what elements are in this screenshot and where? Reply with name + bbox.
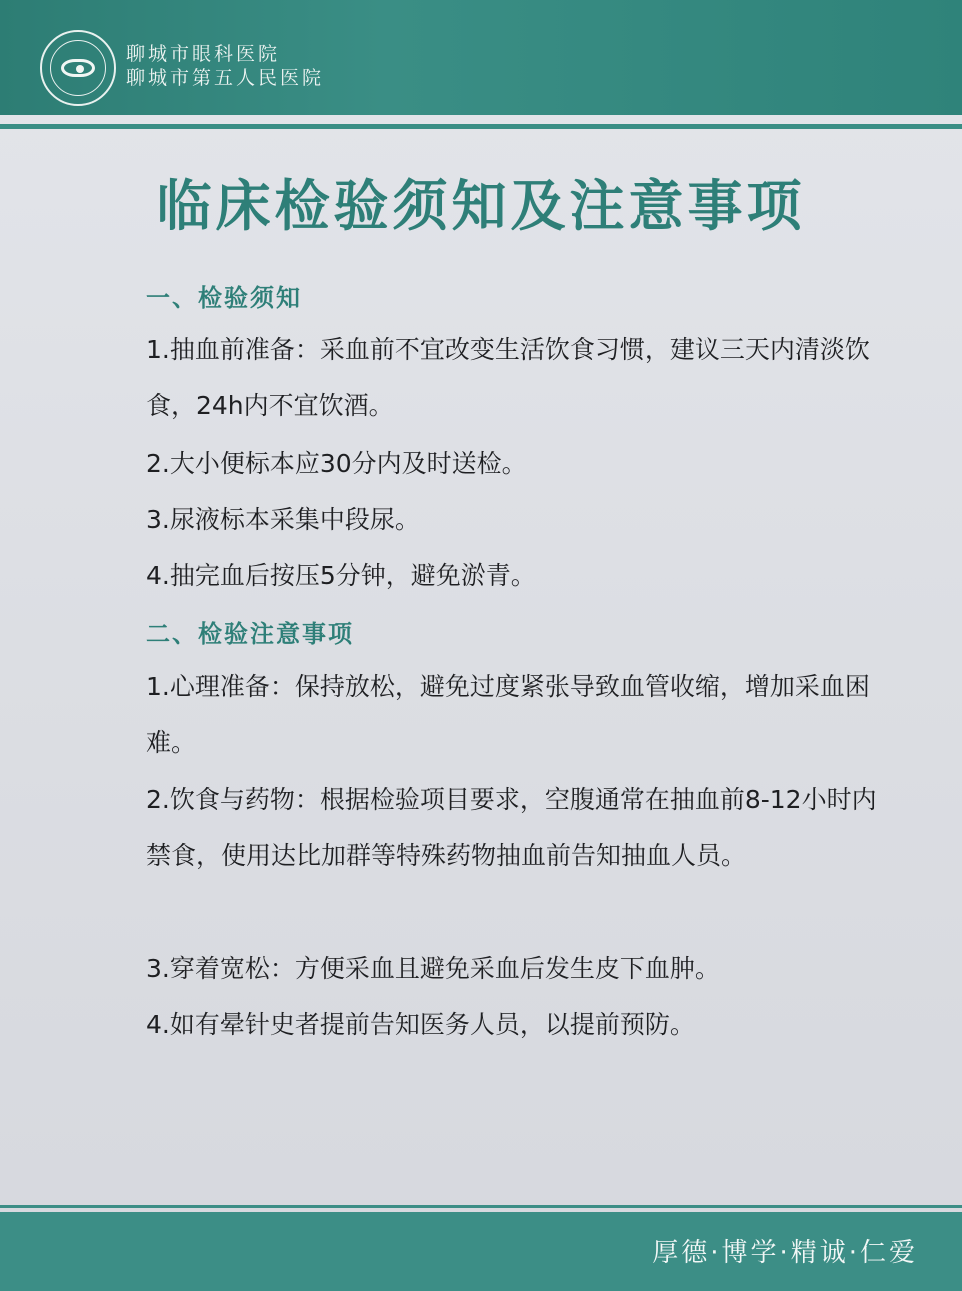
section-heading-1: 一、检验须知 bbox=[146, 284, 302, 312]
list-item: 3.尿液标本采集中段尿。 bbox=[146, 505, 420, 534]
list-item: 4.抽完血后按压5分钟，避免淤青。 bbox=[146, 561, 536, 590]
footer-divider bbox=[0, 1205, 962, 1208]
section-heading-2: 二、检验注意事项 bbox=[146, 620, 354, 648]
list-item: 3.穿着宽松：方便采血且避免采血后发生皮下血肿。 bbox=[146, 954, 720, 983]
list-item: 4.如有晕针史者提前告知医务人员，以提前预防。 bbox=[146, 1010, 695, 1039]
list-item: 1.心理准备：保持放松，避免过度紧张导致血管收缩，增加采血困难。 bbox=[146, 672, 870, 757]
header-band bbox=[0, 0, 962, 115]
hospital-motto: 厚德·博学·精诚·仁爱 bbox=[652, 1238, 918, 1268]
list-item: 2.大小便标本应30分内及时送检。 bbox=[146, 449, 527, 478]
list-item: 1.抽血前准备：采血前不宜改变生活饮食习惯，建议三天内清淡饮食，24h内不宜饮酒。 bbox=[146, 335, 870, 420]
list-item: 2.饮食与药物：根据检验项目要求，空腹通常在抽血前8-12小时内禁食，使用达比加群等特殊药物抽血前告知抽血人员。 bbox=[146, 785, 877, 870]
header-divider bbox=[0, 124, 962, 129]
hospital-names bbox=[126, 42, 324, 90]
hospital-name-1: 聊城市眼科医院 bbox=[126, 43, 281, 65]
hospital-name-2: 聊城市第五人民医院 bbox=[126, 67, 325, 89]
page-title: 临床检验须知及注意事项 bbox=[156, 174, 806, 238]
hospital-logo-icon bbox=[40, 30, 116, 106]
eye-icon bbox=[61, 59, 95, 77]
